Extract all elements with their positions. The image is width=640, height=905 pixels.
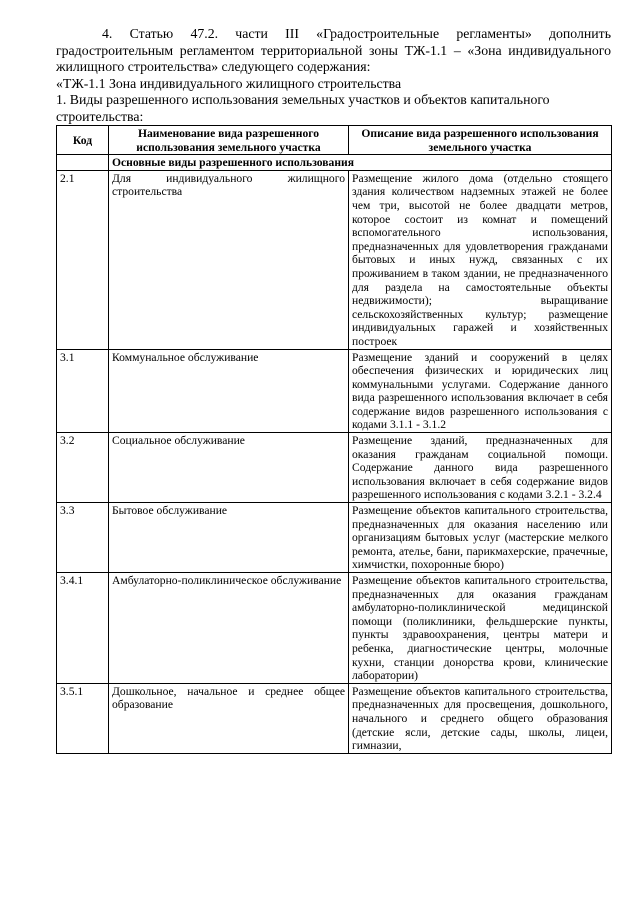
table-row (57, 503, 612, 573)
permitted-use-table (56, 125, 612, 754)
row-name: Дошкольное, начальное и среднее общее образование (109, 683, 349, 753)
row-name: Для индивидуального жилищного строительства (109, 170, 349, 349)
row-description: Размещение объектов капитального строительства, предназначенных для оказания гражданам амбулаторно-поликлинической медицинской помощи (поликлиники, фельдшерские пункты, пункты здравоохранения, центры матери и ребенка, диагностические центры, молочные кухни, станции донорства крови, клинические лаборатории) (349, 573, 612, 684)
row-code: 3.2 (57, 433, 109, 503)
row-code: 3.4.1 (57, 573, 109, 684)
row-description: Размещение объектов капитального строительства, предназначенных для просвещения, дошкольного, начального и среднего общего образования (детские ясли, детские сады, школы, лицеи, гимназии, (349, 683, 612, 753)
section-row (57, 155, 612, 171)
header-name: Наименование вида разрешенного использования земельного участка (109, 126, 349, 155)
row-description: Размещение жилого дома (отдельно стоящего здания количеством надземных этажей не более чем три, высотой не более двадцати метров, которое состоит из комнат и помещений вспомогательного использования, предназначенных для удовлетворения гражданами бытовых и иных нужд, связанных с их проживанием в таком здании, не предназначенного для раздела на самостоятельные объекты недвижимости); выращивание сельскохозяйственных культур; размещение индивидуальных гаражей и хозяйственных построек (349, 170, 612, 349)
section-empty-cell (57, 155, 109, 171)
row-description: Размещение объектов капитального строительства, предназначенных для оказания населению или организациям бытовых услуг (мастерские мелкого ремонта, ателье, бани, парикмахерские, прачечные, химчистки, похоронные бюро) (349, 503, 612, 573)
row-description: Размещение зданий, предназначенных для оказания гражданам социальной помощи. Содержание данного вида разрешенного использования включает в себя содержание видов разрешенного использования с кодами 3.2.1 - 3.2.4 (349, 433, 612, 503)
row-code: 3.3 (57, 503, 109, 573)
table-row (57, 433, 612, 503)
section-title: Основные виды разрешенного использования (109, 155, 612, 171)
zone-title: «ТЖ-1.1 Зона индивидуального жилищного строительства (56, 75, 402, 91)
row-description: Размещение зданий и сооружений в целях обеспечения физических и юридических лиц коммунальными услугами. Содержание данного вида разрешенного использования включает в себя содержание видов разрешенного использования с кодами 3.1.1 - 3.1.2 (349, 349, 612, 433)
header-description: Описание вида разрешенного использования земельного участка (349, 126, 612, 155)
table-row (57, 683, 612, 753)
table-row (57, 349, 612, 433)
row-name: Бытовое обслуживание (109, 503, 349, 573)
row-name: Амбулаторно-поликлиническое обслуживание (109, 573, 349, 684)
header-code: Код (57, 126, 109, 155)
table-row (57, 170, 612, 349)
table-header-row (57, 126, 612, 155)
intro-paragraph: 4. Статью 47.2. части III «Градостроительные регламенты» дополнить градостроительным регламентом территориальной зоны ТЖ-1.1 – «Зона индивидуального жилищного строительства» следующего содержания: (56, 26, 611, 74)
table-row (57, 573, 612, 684)
row-name: Коммунальное обслуживание (109, 349, 349, 433)
document-page (56, 26, 611, 754)
row-name: Социальное обслуживание (109, 433, 349, 503)
row-code: 3.1 (57, 349, 109, 433)
row-code: 3.5.1 (57, 683, 109, 753)
row-code: 2.1 (57, 170, 109, 349)
item-1-heading: 1. Виды разрешенного использования земельных участков и объектов капитального строительства: (56, 92, 550, 124)
